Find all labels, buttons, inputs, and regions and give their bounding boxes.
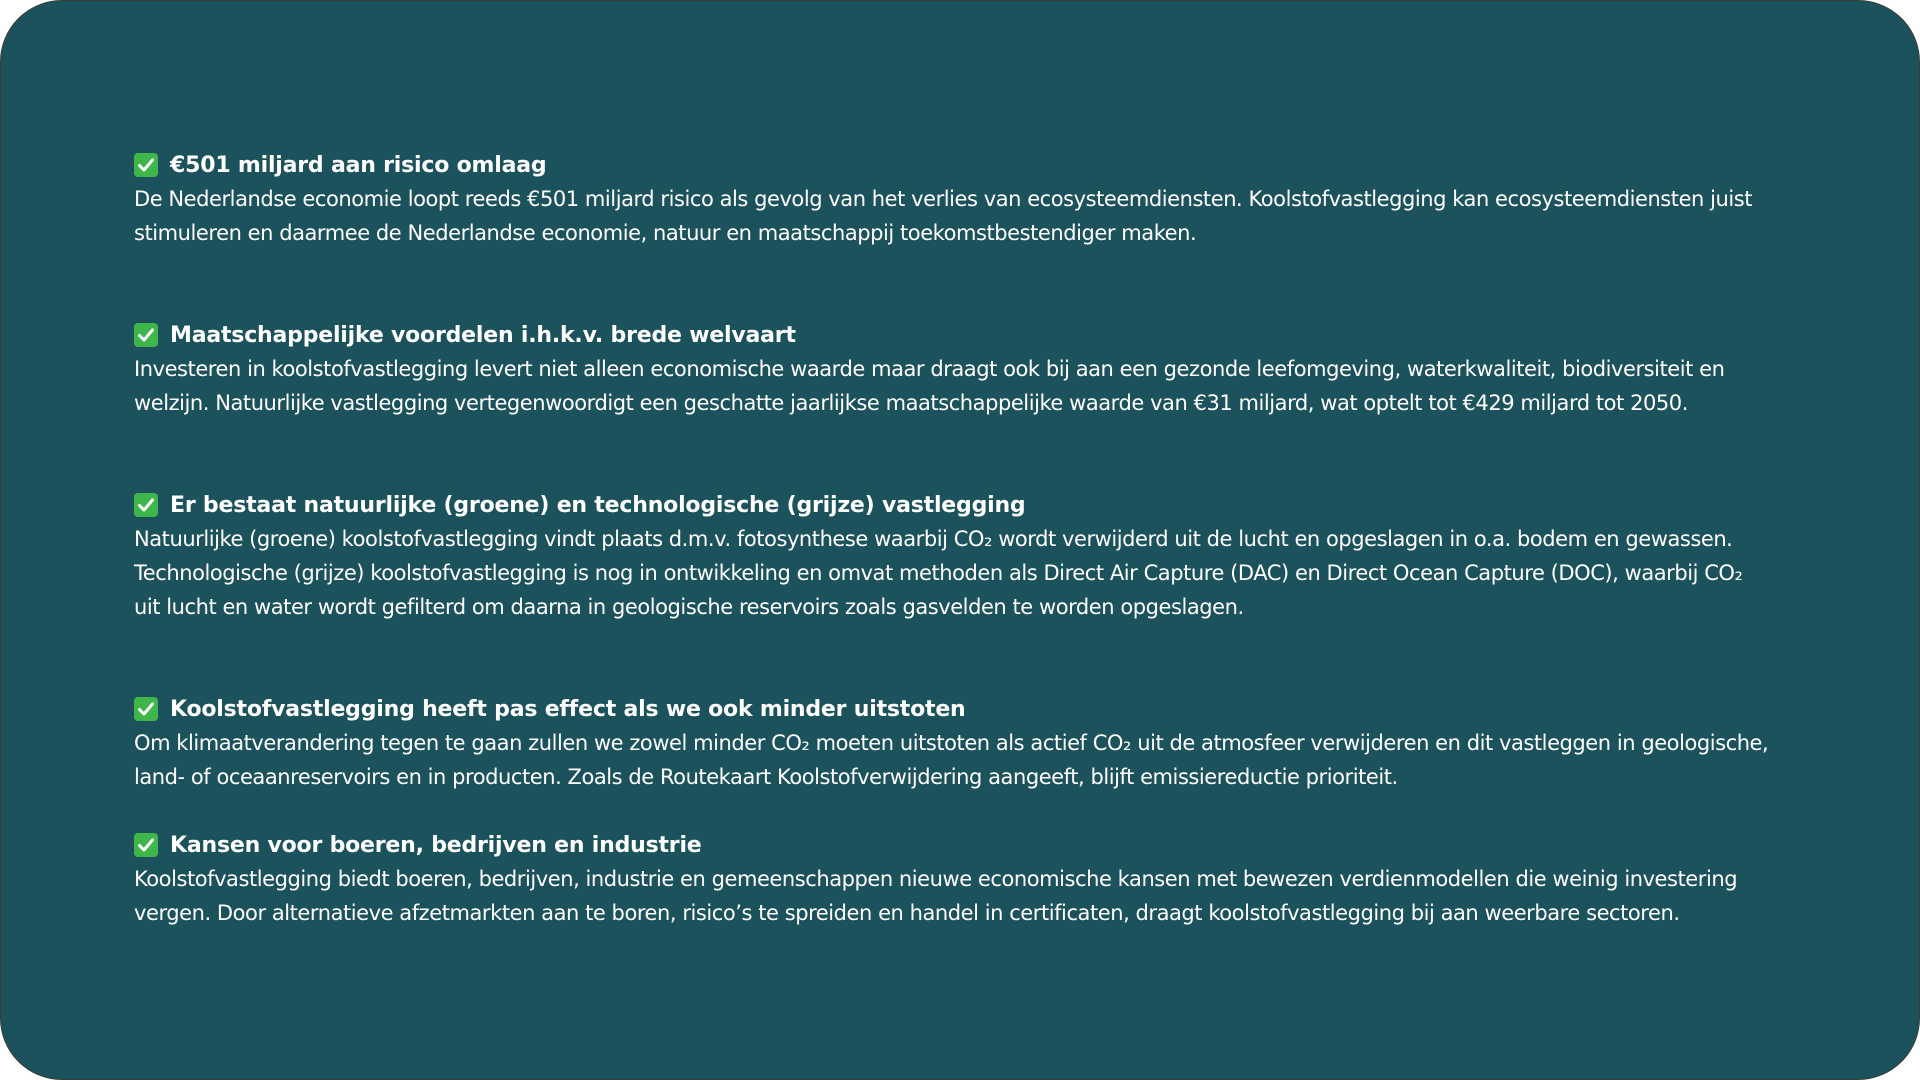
benefit-title-text: €501 miljard aan risico omlaag	[170, 152, 547, 178]
benefit-title	[134, 488, 1874, 522]
check-mark-icon	[134, 323, 158, 347]
description-line: vergen. Door alternatieve afzetmarkten aan te boren, risico’s te spreiden en handel in certificaten, draagt koolstofvastlegging bij aan weerbare sectoren.	[134, 901, 1680, 925]
benefit-title	[134, 318, 1874, 352]
benefit-title-text: Er bestaat natuurlijke (groene) en technologische (grijze) vastlegging	[170, 492, 1026, 518]
description-line: Technologische (grijze) koolstofvastlegging is nog in ontwikkeling en omvat methoden als Direct Air Capture (DAC) en Direct Ocean Capture (DOC), waarbij CO₂	[134, 561, 1743, 585]
benefit-title	[134, 692, 1874, 726]
description-line: stimuleren en daarmee de Nederlandse economie, natuur en maatschappij toekomstbestendiger maken.	[134, 221, 1197, 245]
benefit-description	[134, 862, 1874, 930]
description-line: Investeren in koolstofvastlegging levert niet alleen economische waarde maar draagt ook bij aan een gezonde leefomgeving, waterkwaliteit, biodiversiteit en	[134, 357, 1725, 381]
benefit-item-emission-reduction	[134, 692, 1874, 794]
benefit-description	[134, 182, 1874, 250]
description-line: land- of oceaanreservoirs en in producten. Zoals de Routekaart Koolstofverwijdering aangeeft, blijft emissiereductie prioriteit.	[134, 765, 1398, 789]
description-line: welzijn. Natuurlijke vastlegging vertegenwoordigt een geschatte jaarlijkse maatschappelijke waarde van €31 miljard, wat optelt tot €429 miljard tot 2050.	[134, 391, 1688, 415]
benefit-title-text: Kansen voor boeren, bedrijven en industrie	[170, 832, 702, 858]
benefit-title-text: Koolstofvastlegging heeft pas effect als we ook minder uitstoten	[170, 696, 966, 722]
description-line: Koolstofvastlegging biedt boeren, bedrijven, industrie en gemeenschappen nieuwe economische kansen met bewezen verdienmodellen die weinig investering	[134, 867, 1738, 891]
benefit-item-opportunities	[134, 828, 1874, 930]
description-line: De Nederlandse economie loopt reeds €501 miljard risico als gevolg van het verlies van ecosysteemdiensten. Koolstofvastlegging kan ecosysteemdiensten juist	[134, 187, 1753, 211]
benefit-description	[134, 522, 1874, 624]
benefit-description	[134, 352, 1874, 420]
benefit-item-risk	[134, 148, 1874, 250]
check-mark-icon	[134, 153, 158, 177]
benefit-title	[134, 148, 1874, 182]
description-line: Om klimaatverandering tegen te gaan zullen we zowel minder CO₂ moeten uitstoten als actief CO₂ uit de atmosfeer verwijderen en dit vastleggen in geologische,	[134, 731, 1769, 755]
benefit-description	[134, 726, 1874, 794]
check-mark-icon	[134, 493, 158, 517]
description-line: Natuurlijke (groene) koolstofvastlegging vindt plaats d.m.v. fotosynthese waarbij CO₂ wordt verwijderd uit de lucht en opgeslagen in o.a. bodem en gewassen.	[134, 527, 1733, 551]
check-mark-icon	[134, 697, 158, 721]
description-line: uit lucht en water wordt gefilterd om daarna in geologische reservoirs zoals gasvelden te worden opgeslagen.	[134, 595, 1244, 619]
benefit-title-text: Maatschappelijke voordelen i.h.k.v. brede welvaart	[170, 322, 796, 348]
benefit-item-welfare	[134, 318, 1874, 420]
benefit-title	[134, 828, 1874, 862]
check-mark-icon	[134, 833, 158, 857]
benefit-item-capture-types	[134, 488, 1874, 624]
